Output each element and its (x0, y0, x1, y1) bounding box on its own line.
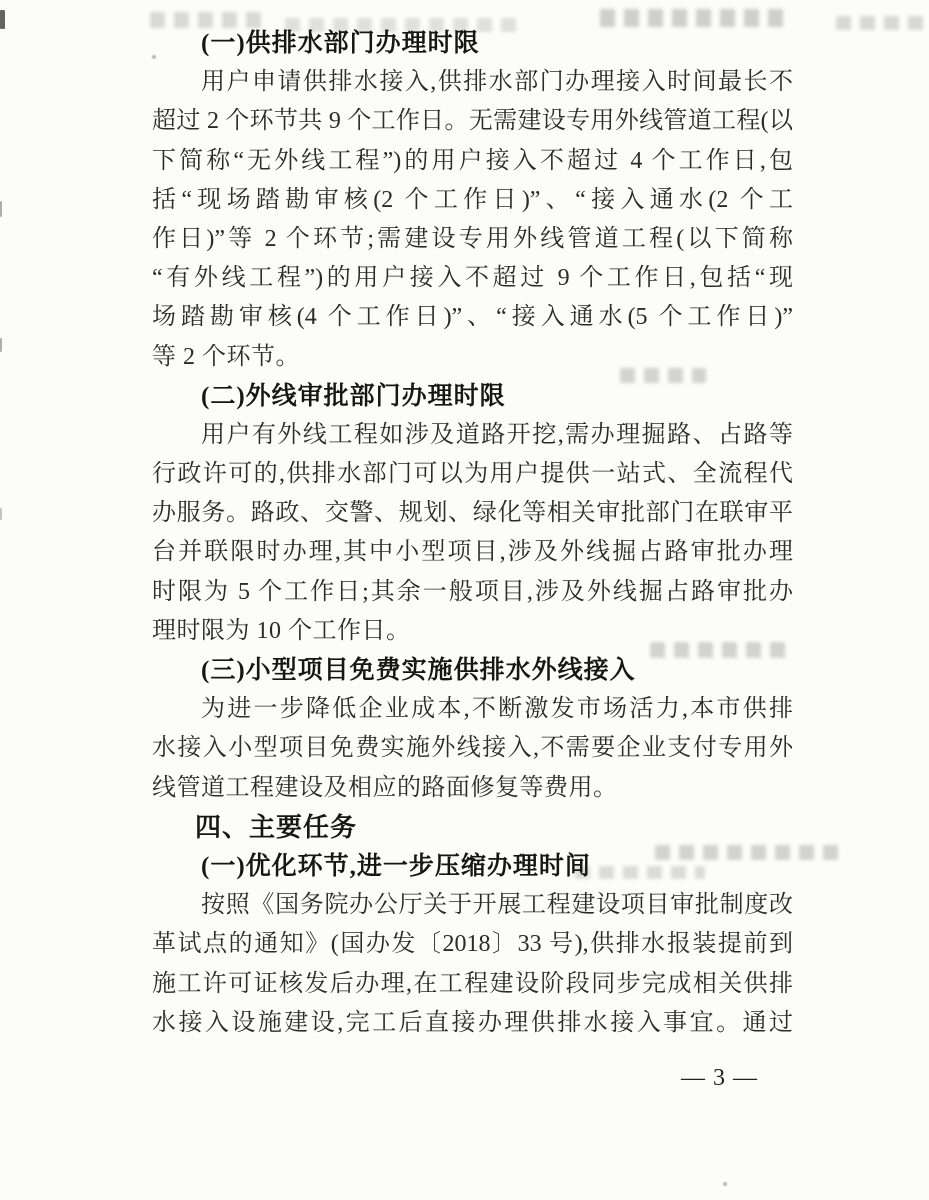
section-heading: (三)小型项目免费实施供排水外线接入 (201, 657, 636, 684)
section-heading: (一)优化环节,进一步压缩办理时间 (201, 852, 591, 880)
document-line: 等 2 个环节。 (152, 343, 300, 370)
document-line: 水接入小型项目免费实施外线接入,不需要企业支付专用外 (152, 735, 793, 762)
chapter-heading: 四、主要任务 (195, 811, 358, 842)
document-line: 作日)”等 2 个环节;需建设专用外线管道工程(以下简称 (152, 225, 793, 252)
document-line: 线管道工程建设及相应的路面修复等费用。 (152, 774, 618, 801)
document-line: 水接入设施建设,完工后直接办理供排水接入事宜。通过 (152, 1009, 793, 1036)
document-line: 革试点的通知》(国办发〔2018〕33 号),供排水报装提前到 (152, 931, 793, 958)
document-line: 按照《国务院办公厅关于开展工程建设项目审批制度改 (201, 892, 793, 919)
section-heading: (二)外线审批部门办理时限 (201, 382, 506, 410)
document-line: 超过 2 个环节共 9 个工作日。无需建设专用外线管道工程(以 (152, 108, 793, 135)
page-number: — 3 — (681, 1065, 758, 1091)
document-line: 为进一步降低企业成本,不断激发市场活力,本市供排 (201, 696, 793, 723)
scan-edge-mark (0, 10, 5, 29)
document-line: 括“现场踏勘审核(2 个工作日)”、“接入通水(2 个工 (152, 186, 793, 213)
scan-speck (723, 1182, 727, 1186)
document-line: 台并联限时办理,其中小型项目,涉及外线掘占路审批办理 (152, 539, 793, 566)
bleedthrough-mark (836, 16, 924, 30)
document-line: 用户申请供排水接入,供排水部门办理接入时间最长不 (201, 69, 793, 96)
scan-edge-mark (0, 338, 2, 352)
document-body (152, 24, 793, 1043)
document-line: 用户有外线工程如涉及道路开挖,需办理掘路、占路等 (201, 421, 793, 448)
scan-edge-mark (0, 508, 2, 520)
document-line: “有外线工程”)的用户接入不超过 9 个工作日,包括“现 (152, 265, 793, 292)
document-line: 理时限为 10 个工作日。 (152, 617, 411, 644)
scan-edge-mark (0, 201, 2, 217)
document-line: 行政许可的,供排水部门可以为用户提供一站式、全流程代 (152, 461, 793, 488)
document-line: 下简称“无外线工程”)的用户接入不超过 4 个工作日,包 (152, 147, 793, 174)
section-heading: (一)供排水部门办理时限 (201, 30, 480, 57)
document-line: 施工许可证核发后办理,在工程建设阶段同步完成相关供排 (152, 970, 793, 997)
document-line: 办服务。路政、交警、规划、绿化等相关审批部门在联审平 (152, 500, 793, 527)
document-line: 场踏勘审核(4 个工作日)”、“接入通水(5 个工作日)” (152, 304, 793, 331)
document-line: 时限为 5 个工作日;其余一般项目,涉及外线掘占路审批办 (152, 578, 793, 605)
